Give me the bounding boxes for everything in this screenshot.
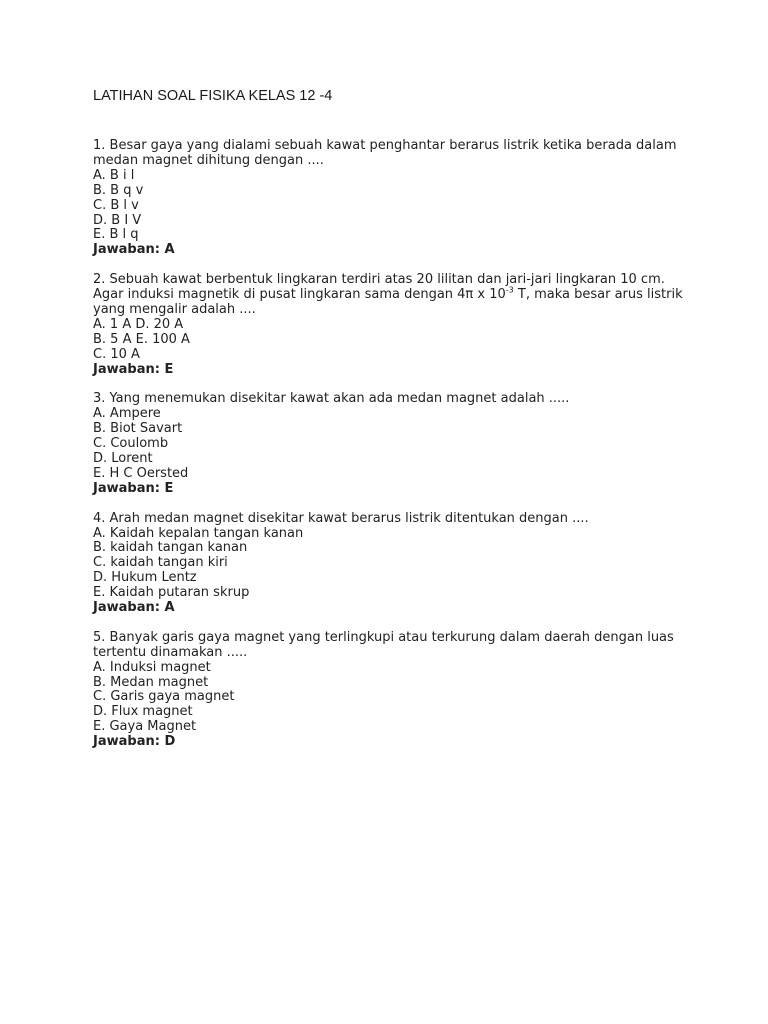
question-text: 3. Yang menemukan disekitar kawat akan ada medan magnet adalah ..... <box>93 391 570 407</box>
answer-option: A. Ampere <box>93 406 161 422</box>
question-text-part: 2. Sebuah kawat berbentuk lingkaran terdiri atas 20 lilitan dan jari-jari lingkaran 10 cm. Agar induksi magnetik di pusat lingkaran sama dengan 4π x 10 <box>93 272 665 303</box>
answer-option: C. B l v <box>93 197 139 213</box>
answer-option: B. Biot Savart <box>93 421 183 437</box>
answer-option: E. B l q <box>93 227 139 243</box>
answer-option: E. Kaidah putaran skrup <box>93 585 250 601</box>
answer-option: A. 1 A D. 20 A <box>93 316 184 332</box>
question-3 <box>93 392 693 496</box>
answer-option: E. H C Oersted <box>93 465 189 481</box>
answer-key: Jawaban: E <box>93 361 174 377</box>
answer-option: A. B i l <box>93 167 135 183</box>
answer-option: A. Induksi magnet <box>93 659 211 675</box>
answer-key: Jawaban: A <box>93 600 175 616</box>
answer-key: Jawaban: E <box>93 480 174 496</box>
question-text: 4. Arah medan magnet disekitar kawat berarus listrik ditentukan dengan .... <box>93 510 589 526</box>
answer-option: B. B q v <box>93 182 144 198</box>
answer-option: A. Kaidah kepalan tangan kanan <box>93 525 304 541</box>
answer-option: B. Medan magnet <box>93 674 209 690</box>
answer-option: B. kaidah tangan kanan <box>93 540 248 556</box>
answer-key: Jawaban: A <box>93 242 175 258</box>
answer-option: D. Lorent <box>93 451 153 466</box>
question-5 <box>93 631 693 750</box>
answer-option: C. kaidah tangan kiri <box>93 555 228 571</box>
exponent: -3 <box>505 285 514 295</box>
question-2 <box>93 273 693 377</box>
question-text <box>93 273 693 318</box>
answer-option: B. 5 A E. 100 A <box>93 331 190 347</box>
answer-key: Jawaban: D <box>93 734 176 750</box>
answer-option: D. Flux magnet <box>93 704 193 720</box>
answer-option: C. 10 A <box>93 346 140 362</box>
question-list <box>93 139 693 765</box>
question-4 <box>93 512 693 616</box>
question-text: 1. Besar gaya yang dialami sebuah kawat penghantar berarus listrik ketika berada dalam medan magnet dihitung dengan .... <box>93 138 677 168</box>
question-text: 5. Banyak garis gaya magnet yang terlingkupi atau terkurung dalam daerah dengan luas tertentu dinamakan ..... <box>93 629 674 660</box>
answer-option: D. Hukum Lentz <box>93 570 197 586</box>
question-1 <box>93 139 693 258</box>
answer-option: D. B I V <box>93 212 142 228</box>
answer-option: E. Gaya Magnet <box>93 719 197 735</box>
question-text-part: T, maka besar arus listrik yang mengalir adalah .... <box>93 287 683 317</box>
page-title: LATIHAN SOAL FISIKA KELAS 12 -4 <box>93 88 333 104</box>
answer-option: C. Coulomb <box>93 436 169 452</box>
answer-option: C. Garis gaya magnet <box>93 689 235 705</box>
